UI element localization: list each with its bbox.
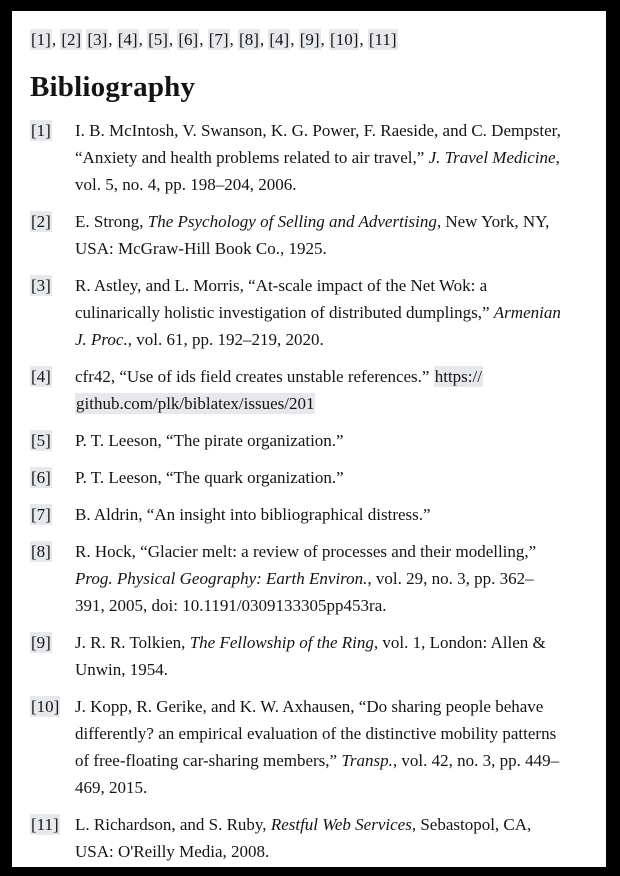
entry-text-segment: , vol. 29, no. 3, pp. 362–391, 2005, doi: 10.1191/0309133305pp453ra.: [75, 569, 534, 615]
entry-text: [75, 276, 561, 349]
entry-text-segment: , New York, NY, USA: McGraw-Hill Book Co., 1925.: [75, 212, 550, 258]
entry-text-segment: R. Hock, “Glacier melt: a review of processes and their modelling,”: [75, 542, 537, 561]
citation-ref[interactable]: [10]: [330, 30, 359, 49]
entry-text: [75, 212, 549, 258]
entry-text-segment: J. Kopp, R. Gerike, and K. W. Axhausen, “Do sharing people behave differently? an empirical evaluation of the distinctive mobility patterns of free-floating car-sharing members,”: [75, 697, 557, 770]
entry-text: [75, 505, 431, 524]
entry-label[interactable]: [10]: [31, 697, 60, 716]
entry-text: [75, 542, 536, 615]
entry-text-italic: Prog. Physical Geography: Earth Environ.: [75, 569, 368, 588]
citation-ref[interactable]: [4]: [117, 30, 138, 49]
document-page: [12, 11, 606, 867]
entry-label[interactable]: [8]: [31, 542, 51, 561]
entry-label[interactable]: [3]: [31, 276, 51, 295]
entry-text-italic: Restful Web Services: [270, 815, 412, 834]
bibliography-entry: [31, 501, 561, 528]
citation-ref[interactable]: [3]: [87, 30, 108, 49]
entry-text-segment: L. Richardson, and S. Ruby,: [75, 815, 271, 834]
entry-text-segment: cfr42, “Use of ids field creates unstable references.”: [75, 367, 434, 386]
bibliography-entry: [31, 208, 561, 262]
entry-label[interactable]: [5]: [31, 431, 51, 450]
entry-text-italic: J. Travel Medicine: [428, 148, 556, 167]
bibliography-entry: [31, 629, 561, 683]
entry-label[interactable]: [7]: [31, 505, 51, 524]
entry-text-italic: Transp.: [341, 751, 393, 770]
entry-text: [75, 121, 561, 194]
bibliography-entry: [31, 272, 561, 353]
citation-ref[interactable]: [4]: [269, 30, 290, 49]
entry-text: [75, 633, 546, 679]
entry-label[interactable]: [1]: [31, 121, 51, 140]
citation-ref[interactable]: [9]: [299, 30, 320, 49]
bibliography-entry: [31, 427, 561, 454]
entry-text-italic: Armenian J. Proc.: [75, 303, 561, 349]
entry-label[interactable]: [2]: [31, 212, 51, 231]
entry-text: [75, 468, 344, 487]
entry-text: [75, 366, 483, 414]
entry-text-segment: P. T. Leeson, “The pirate organization.”: [75, 431, 344, 450]
entry-label[interactable]: [4]: [31, 367, 51, 386]
bibliography-list: [30, 117, 564, 865]
entry-text-segment: P. T. Leeson, “The quark organization.”: [75, 468, 344, 487]
bibliography-entry: [31, 693, 561, 801]
citation-ref[interactable]: [8]: [239, 30, 259, 49]
entry-link[interactable]: https://: [434, 367, 482, 386]
entry-text: [75, 697, 559, 797]
entry-label[interactable]: [9]: [31, 633, 51, 652]
entry-text-segment: R. Astley, and L. Morris, “At-scale impact of the Net Wok: a culinarically holistic investigation of distributed dumplings,”: [75, 276, 494, 322]
bibliography-entry: [31, 363, 561, 417]
entry-label[interactable]: [11]: [31, 815, 59, 834]
entry-text-segment: B. Aldrin, “An insight into bibliographical distress.”: [75, 505, 431, 524]
entry-text-italic: The Fellowship of the Ring: [189, 633, 374, 652]
citation-ref[interactable]: [1]: [31, 30, 51, 49]
entry-text-segment: , Sebastopol, CA, USA: O'Reilly Media, 2008.: [75, 815, 532, 861]
entry-text-segment: , vol. 42, no. 3, pp. 449–469, 2015.: [75, 751, 560, 797]
citation-ref[interactable]: [11]: [368, 30, 397, 49]
citation-line: [1], [2] [3], [4], [5], [6], [7], [8], [4], [9], [10], [11]: [31, 30, 397, 49]
page-content: [12, 11, 606, 865]
bibliography-entry: [31, 811, 561, 865]
entry-text-italic: The Psychology of Selling and Advertising: [147, 212, 437, 231]
entry-text: [75, 431, 344, 450]
entry-text-segment: I. B. McIntosh, V. Swanson, K. G. Power, F. Raeside, and C. Dempster, “Anxiety and health problems related to air travel,”: [75, 121, 561, 167]
bibliography-entry: [31, 538, 561, 619]
entry-label[interactable]: [6]: [31, 468, 51, 487]
entry-text-segment: , vol. 1, London: Allen & Unwin, 1954.: [75, 633, 546, 679]
entry-text: [75, 815, 531, 861]
bibliography-heading: Bibliography: [30, 71, 196, 103]
citation-ref[interactable]: [7]: [208, 30, 229, 49]
citation-ref[interactable]: [2]: [61, 30, 82, 49]
bibliography-entry: [31, 464, 561, 491]
entry-text-segment: , vol. 61, pp. 192–219, 2020.: [127, 330, 324, 349]
entry-link[interactable]: github.com/plk/biblatex/issues/201: [76, 394, 315, 413]
entry-text-segment: J. R. R. Tolkien,: [75, 633, 190, 652]
citation-ref[interactable]: [5]: [148, 30, 168, 49]
entry-text-segment: E. Strong,: [75, 212, 148, 231]
citation-ref[interactable]: [6]: [178, 30, 199, 49]
entry-text-segment: , vol. 5, no. 4, pp. 198–204, 2006.: [75, 148, 560, 194]
bibliography-entry: [31, 117, 561, 198]
